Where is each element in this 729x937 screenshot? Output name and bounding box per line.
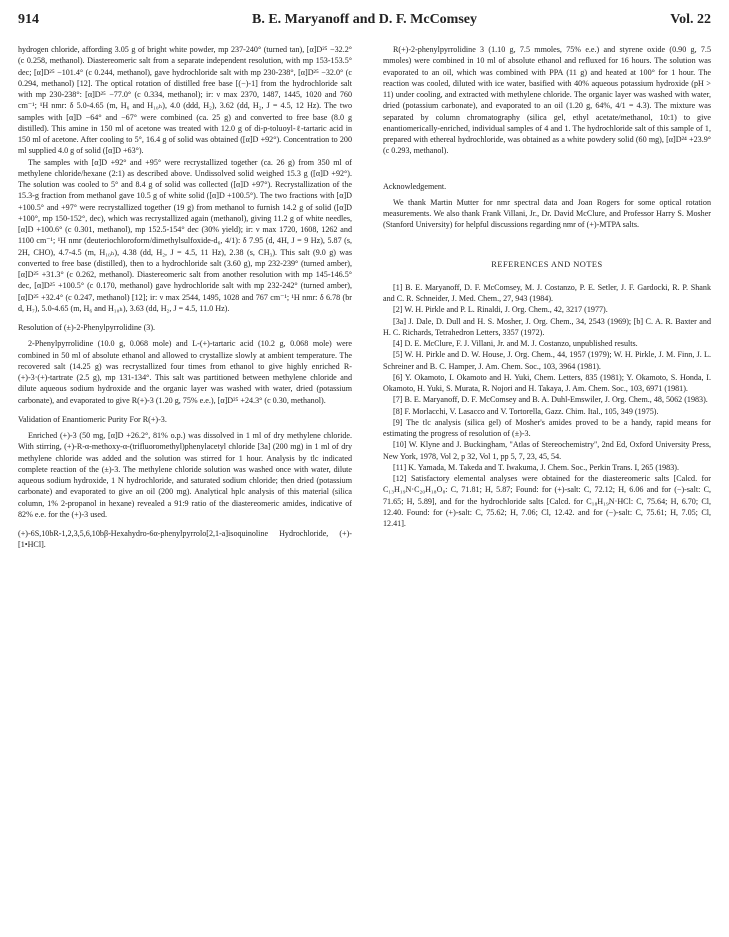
- left-column: [18, 44, 352, 556]
- right-column: [383, 44, 711, 529]
- reference-list: [383, 282, 711, 530]
- page-number: 914: [18, 12, 39, 27]
- section-heading: Validation of Enantiomeric Purity For R(+)-3.: [18, 414, 167, 424]
- reference-item: [12] Satisfactory elemental analyses were obtained for the diastereomeric salts [Calcd. for C₁₃H₁₉N·C₂₀H₁₈O₈: C, 71.81; H, 5.87; Found: for (+)-salt: C, 72.12; H, 6.06 and for (−)-salt: C, 71.65; H, 5.89], and for the hydrochloride salts [Calcd. for C₁₈H₁₉N·HCl: C, 75.64; H, 6.70; Cl, 12.40. Found: for (+)-salt: C, 75.62; H, 7.06; Cl, 12.42. and for (−)-salt: C, 75.61; H, 7.05; Cl, 12.41].: [383, 474, 711, 528]
- reference-item: [6] Y. Okamoto, I. Okamoto and H. Yuki, Chem. Letters, 835 (1981); Y. Okamoto, S. Honda, I. Okamoto, H. Yuki, S. Murata, R. Nojori and H. Takaya, J. Am. Chem. Soc., 103, 6971 (1981).: [383, 372, 711, 393]
- reference-item: [5] W. H. Pirkle and D. W. House, J. Org. Chem., 44, 1957 (1979); W. H. Pirkle, J. M. Finn, J. L. Schreiner and B. C. Hamper, J. Am. Chem. Soc., 103, 3964 (1981).: [383, 350, 711, 371]
- reference-item: [1] B. E. Maryanoff, D. F. McComsey, M. J. Costanzo, P. E. Setler, J. F. Gardocki, R. P. Shank and C. R. Schneider, J. Med. Chem., 27, 943 (1984).: [383, 282, 711, 303]
- references-heading: REFERENCES AND NOTES: [491, 259, 603, 269]
- paragraph: hydrogen chloride, affording 3.05 g of bright white powder, mp 237-240° (turned tan), [α]D²⁵ −32.2° (c 0.258, methanol). Diastereomeric salt from a separate independent resolution, with mp 153-153.5° dec; [α]D²⁵ −101.4° (c 0.244, methanol), gave hydrochloride salt with mp 230-238°, [α]D²⁵ −32.0° (c 0.294, methanol) [12]. The optical rotation of distilled free base [(−)-1] from the hydrochloride salt with mp 230-238°: [α]D²⁵ −77.0° (c 0.334, methanol); ir: ν max 2370, 1487, 1445, 1020 and 760 cm⁻¹; ¹H nmr: δ 5.0-4.65 (m, H₆ and H₁₀ₕ), 4.0 (ddd, H₂), 3.62 (dd, H₂, J = 4.5, 12 Hz). The two samples with [α]D −64° and −67° were combined (ca. 25 g) and converted to free base (8.0 g distilled). This amine in 150 ml of acetone was treated with 12.0 g of di-p-toluoyl-ℓ-tartaric acid in 150 ml of acetone. After cooling to 5°, 16.4 g of solid was obtained ([α]D +92°). Concentration to 200 ml supplied 4.0 g of solid ([α]D +63°).: [18, 45, 352, 156]
- reference-item: [11] K. Yamada, M. Takeda and T. Iwakuma, J. Chem. Soc., Perkin Trans. I, 265 (1983).: [393, 462, 679, 472]
- reference-item: [2] W. H. Pirkle and P. L. Rinaldi, J. Org. Chem., 42, 3217 (1977).: [393, 305, 608, 315]
- volume-label: Vol. 22: [670, 12, 711, 27]
- section-heading: Resolution of (±)-2-Phenylpyrrolidine (3).: [18, 323, 156, 332]
- paragraph: Enriched (+)-3 (50 mg, [α]D +26.2°, 81% o.p.) was dissolved in 1 ml of dry methylene chloride. With stirring, (+)-R-α-methoxy-α-(trifluoromethyl)phenylacetyl chloride [3a] (200 mg) in 1 ml of dry methylene chloride was added and the solution was stirred for 1 hour. Analysis by tlc indicated complete reaction of the (±)-3. The methylene chloride solution was washed once with water, dilute aqueous sodium hydroxide, 1 N hydrochloride, and saturated sodium chloride; then dried (potassium carbonate) and evaporated to give an oil (200 mg). Analytical hplc analysis of this material (silica column, 1% 2-propanol in hexane) revealed a 91:9 ratio of the diastereomeric amides, indicative of 82% e.e. for the (+)-3 used.: [18, 431, 352, 519]
- acknowledgement-heading: Acknowledgement.: [383, 181, 447, 191]
- paragraph: R(+)-2-phenylpyrrolidine 3 (1.10 g, 7.5 mmoles, 75% e.e.) and styrene oxide (0.90 g, 7.5 mmoles) were combined in 10 ml of absolute ethanol and refluxed for 16 hours. The solution was evaporated to an oil, which was combined with PPA (11 g) and heated at 100° for 1 hour. The reaction was cooled, diluted with ice water, basified with 40% aqueous potassium hydroxide (pH > 11) under cooling, and extracted with methylene chloride. The organic layer was washed with water, dried (potassium carbonate), and evaporated to an oil (1.20 g, 64%, 4/1 = 4.3). The mixture was separated by column chromatography (silica gel, ethyl acetate/methanol, 10:1) to give enantiomerically-enriched, individual samples of 4 and 1. The hydrochloride salt of this sample of 1, prepared with ethereal hydrochloride, was obtained as a white powdery solid (60 mg), [α]D²⁴ +23.9° (c 0.293, methanol).: [383, 45, 711, 156]
- paragraph: 2-Phenylpyrrolidine (10.0 g, 0.068 mole) and L-(+)-tartaric acid (10.2 g, 0.068 mole) were combined in 50 ml of absolute ethanol and allowed to crystallize slowly at ambient temperature. The recovered salt (14.25 g) was recrystallized four times from ethanol to give highly enriched R-(+)-3·(+)-tartrate (2.5 g), mp 131-134°. This salt was partitioned between methylene chloride and dilute aqueous sodium hydroxide and the organic layer was washed with water, dried (potassium carbonate), and evaporated to give R(+)-3 (1.20 g, 75% e.e.), [α]D²⁵ +24.3° (c 0.30, methanol).: [18, 339, 352, 405]
- paragraph: The samples with [α]D +92° and +95° were recrystallized together (ca. 26 g) from 350 ml of methylene chloride/hexane (2:1) as described above. Undissolved solid weighed 15.3 g ([α]D +92°). The solution was cooled to 5° and 8.4 g of solid was collected ([α]D +97°). Recrystallization of the 15.3-g fraction from methanol gave 10.5 g of white solid ([α]D +100.5°). The two fractions with [α]D +100.5° and +97° were recrystallized together (19 g) from methanol to furnish 14.2 g of solid ([α]D +100°, mp 150-152°, dec), which was recrystallized again (methanol), giving 11.2 g of white needles, [α]D +100.6° (c 0.301, methanol), mp 152.5-154° dec (30% yield); ir: ν max 1720, 1608, 1262 and 1100 cm⁻¹; ¹H nmr (deuteriochloroform/dimethylsulfoxide-d₆, 4/1): δ 7.95 (d, 4H, J = 9 Hz), 5.87 (s, 2H, CHO), 4.7-4.5 (m, H₁₀ₕ), 4.38 (dd, H₂, J = 4.5, 11 Hz), 2.38 (s, CH₃). This salt (9.0 g) was converted to free base (distilled), then to a hydrochloride salt (3.60 g), mp 232-239° (turned amber), [α]D²⁵ +31.3° (c 0.262, methanol). Diastereomeric salt from another resolution with mp 145-146.5° dec, [α]D²⁵ +100.5° (c 0.170, methanol) gave hydrochloride salt with mp 232-242° (turned amber), [α]D²⁵ +32.4° (c 0.247, methanol) [12]; ir: ν max 2544, 1495, 1028 and 767 cm⁻¹; ¹H nmr: δ 6.78 (br d, H₇), 5.0-4.65 (m, H₆ and H₁₀ₕ), 3.63 (dd, H₂, J = 4.5, 11.0 Hz).: [18, 157, 352, 313]
- acknowledgement-text: We thank Martin Mutter for nmr spectral data and Joan Rogers for some optical rotation measurements. We also thank Frank Villani, Jr., Dr. David McClure, and Professor Harry S. Mosher (Stanford University) for helpful discussions regarding nmr of (+)-MTPA salts.: [383, 197, 711, 230]
- reference-item: [9] The tlc analysis (silica gel) of Mosher's amides proved to be a handy, rapid means for estimating the progress of resolution of (±)-3.: [383, 417, 711, 438]
- reference-item: [8] F. Morlacchi, V. Lasacco and V. Tortorella, Gazz. Chim. Ital., 105, 349 (1975).: [393, 406, 659, 416]
- section-heading: (+)-6S,10bR-1,2,3,5,6,10bβ-Hexahydro-6α-phenylpyrrolo[2,1-a]isoquinoline Hydrochloride, (+)-[1•HCl].: [18, 529, 352, 550]
- running-title: B. E. Maryanoff and D. F. McComsey: [251, 12, 478, 27]
- reference-item: [10] W. Klyne and J. Buckingham, "Atlas of Stereochemistry", 2nd Ed, Oxford University Press, New York, 1978, Vol 2, p 32, Vol 1, pp 5, 7, 23, 45, 54.: [383, 440, 711, 461]
- reference-item: [7] B. E. Maryanoff, D. F. McComsey and B. A. Duhl-Emswiler, J. Org. Chem., 48, 5062 (1983).: [393, 395, 708, 405]
- page-header: [18, 12, 711, 34]
- reference-item: [4] D. E. McClure, F. J. Villani, Jr. and M. J. Costanzo, unpublished results.: [393, 339, 638, 348]
- reference-item: [3a] J. Dale, D. Dull and H. S. Mosher, J. Org. Chem., 34, 2543 (1969); [b] C. A. R. Baxter and H. C. Richards, Tetrahedron Letters, 3357 (1972).: [383, 316, 711, 337]
